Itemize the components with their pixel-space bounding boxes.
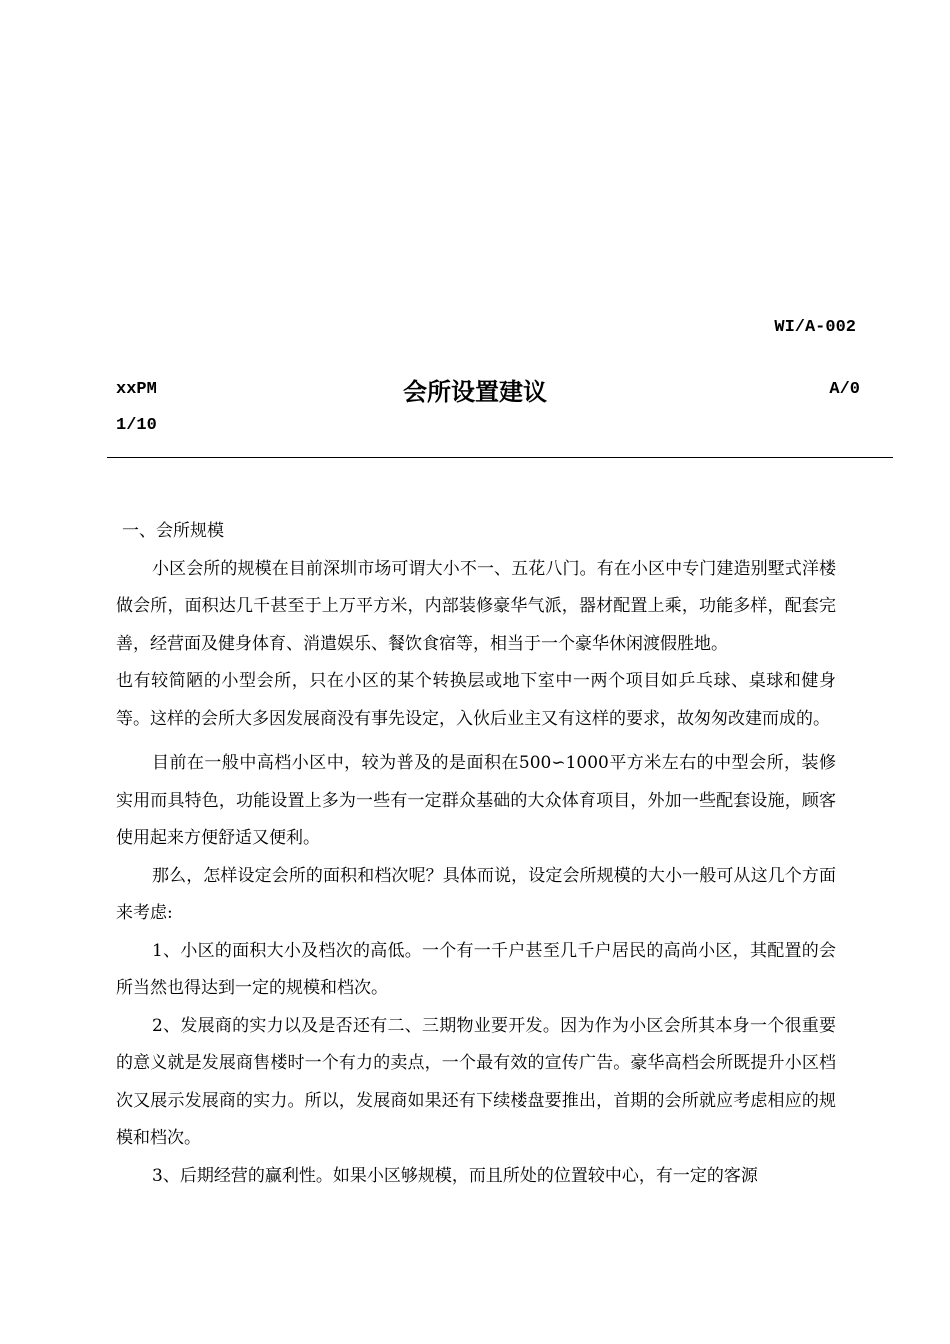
paragraph: 小区会所的规模在目前深圳市场可谓大小不一、五花八门。有在小区中专门建造别墅式洋楼做会所，面积达几千甚至于上万平方米，内部装修豪华气派，器材配置上乘，功能多样，配套完善，经营面及健身体育、消遣娱乐、餐饮食宿等，相当于一个豪华休闲渡假胜地。: [116, 558, 836, 654]
document-code: WI/A-002: [774, 318, 856, 337]
page-number: 1/10: [116, 416, 157, 435]
paragraph: 那么，怎样设定会所的面积和档次呢？具体而说，设定会所规模的大小一般可从这几个方面来考虑:: [116, 865, 836, 923]
header-divider: [107, 457, 893, 458]
company-name: xxPM: [116, 380, 157, 399]
paragraph: 也有较简陋的小型会所，只在小区的某个转换层或地下室中一两个项目如乒乓球、桌球和健身等。这样的会所大多因发展商没有事先设定，入伙后业主又有这样的要求，故匆匆改建而成的。: [116, 671, 836, 729]
paragraph: 目前在一般中高档小区中，较为普及的是面积在500∽1000平方米左右的中型会所，装修实用而具特色，功能设置上多为一些有一定群众基础的大众体育项目，外加一些配套设施，顾客使用起来方便舒适又便利。: [116, 753, 836, 848]
paragraph: 3、后期经营的赢利性。如果小区够规模，而且所处的位置较中心，有一定的客源: [152, 1165, 758, 1186]
paragraph: 1、小区的面积大小及档次的高低。一个有一千户甚至几千户居民的高尚小区，其配置的会所当然也得达到一定的规模和档次。: [116, 940, 836, 998]
revision-label: A/0: [829, 380, 860, 399]
document-body: [116, 513, 836, 1195]
paragraph: 2、发展商的实力以及是否还有二、三期物业要开发。因为作为小区会所其本身一个很重要的意义就是发展商售楼时一个有力的卖点，一个最有效的宣传广告。豪华高档会所既提升小区档次又展示发展商的实力。所以，发展商如果还有下续楼盘要推出，首期的会所就应考虑相应的规模和档次。: [116, 1015, 836, 1148]
page-title: 会所设置建议: [403, 378, 547, 406]
section-heading: 一、会所规模: [122, 521, 224, 541]
